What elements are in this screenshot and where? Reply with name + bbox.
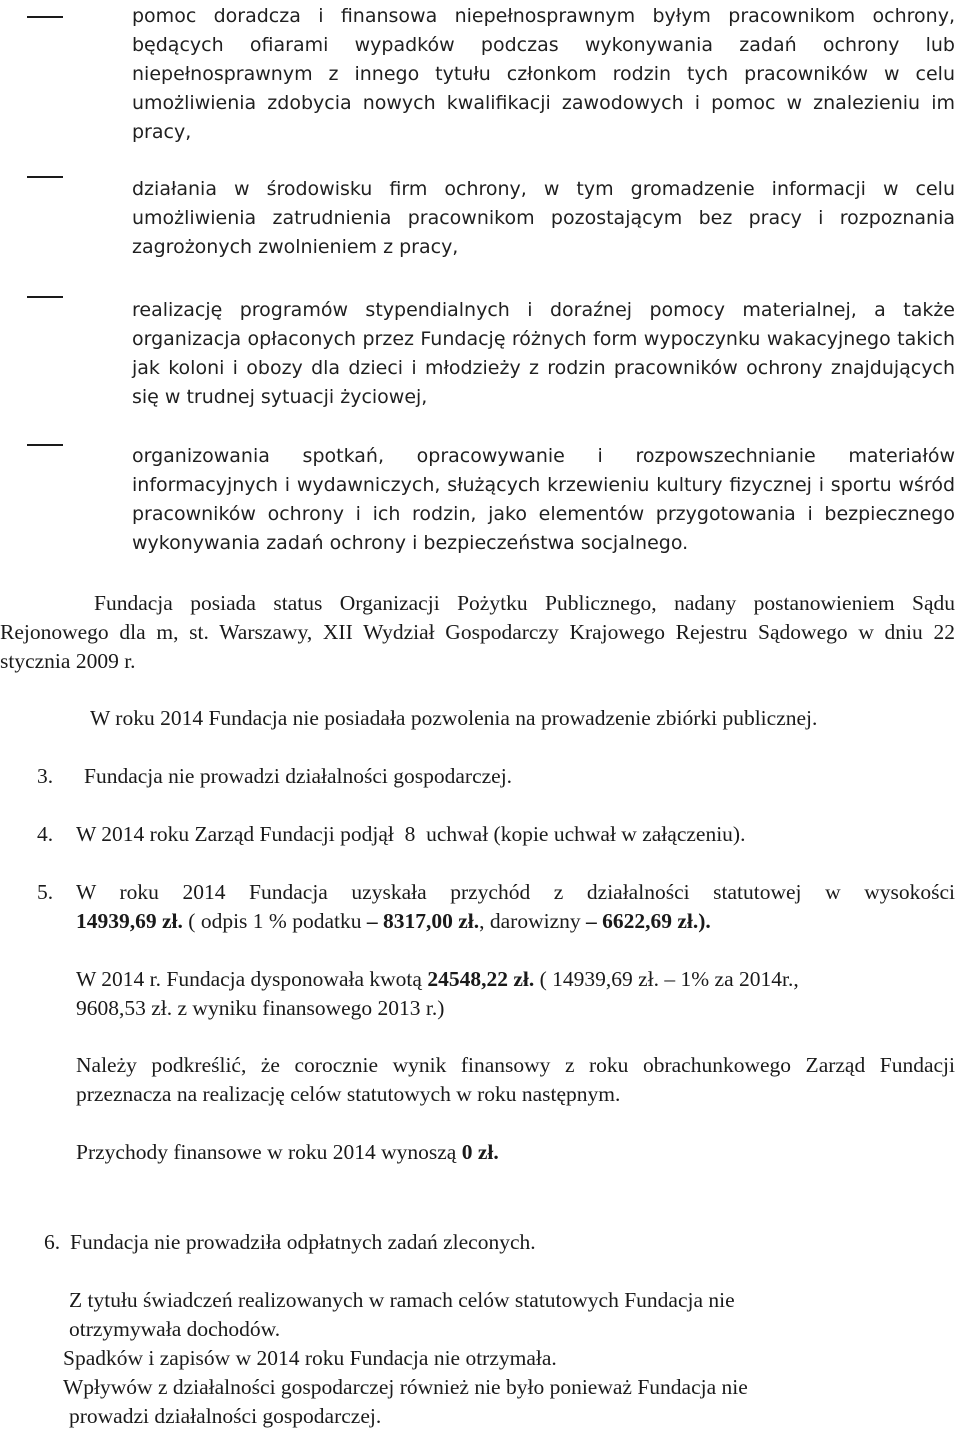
note-paragraph: Należy podkreślić, że corocznie wynik finansowy z roku obrachunkowego Zarząd Fundacji przeznacza na realizację celów statutowych w roku następnym. xyxy=(76,1053,955,1106)
darowizny-label: , darowizny xyxy=(479,909,586,933)
bullet-item-2: działania w środowisku firm ochrony, w tym gromadzenie informacji w celu umożliwienia zatrudnienia pracownikom pozostającym bez pracy i rozpoznania zagrożonych zwolnieniem z pracy, xyxy=(132,178,955,258)
bullet-item-4: organizowania spotkań, opracowywanie i rozpowszechnianie materiałów informacyjnych i wydawniczych, służących krzewieniu kultury fizycznej i sportu wśród pracowników ochrony i ich rodzin, jako elementów przygotowania i bezpiecznego wykonywania zadań ochrony i bezpieczeństwa socjalnego. xyxy=(132,445,955,554)
business-income-line-1: Wpływów z działalności gospodarczej również nie było ponieważ Fundacja nie xyxy=(63,1375,748,1399)
item-text-5 xyxy=(76,878,955,936)
item-number-6: 6. xyxy=(44,1230,61,1254)
item-5-line-1: W roku 2014 Fundacja uzyskała przychód z działalności statutowej w wysokości xyxy=(76,880,955,904)
funds-line-1 xyxy=(76,965,955,994)
item-text-3: Fundacja nie prowadzi działalności gospodarczej. xyxy=(84,764,513,788)
amount-total: 24548,22 zł. xyxy=(427,967,535,991)
item-number-3: 3. xyxy=(37,764,54,788)
collection-permit-paragraph: W roku 2014 Fundacja nie posiadała pozwolenia na prowadzenie zbiórki publicznej. xyxy=(90,706,818,730)
bullet-item-1: pomoc doradcza i finansowa niepełnosprawnym byłym pracownikom ochrony, będących ofiarami wypadków podczas wykonywania zadań ochrony lub niepełnosprawnym z innego tytułu członkom rodzin tych pracowników w celu umożliwienia zdobycia nowych kwalifikacji zawodowych i pomoc w znalezieniu im pracy, xyxy=(132,5,955,143)
statutory-income-paragraph xyxy=(69,1286,955,1344)
amount-financial-income: 0 zł. xyxy=(461,1140,499,1164)
item-5-line-2 xyxy=(76,907,955,936)
bullet-dash xyxy=(27,176,63,178)
item-text-4: W 2014 roku Zarząd Fundacji podjął 8 uchwał (kopie uchwał w załączeniu). xyxy=(76,822,746,846)
opp-status-paragraph: Fundacja posiada status Organizacji Pożytku Publicznego, nadany postanowieniem Sądu Rejonowego dla m, st. Warszawy, XII Wydział Gospodarczy Krajowego Rejestru Sądowego w dniu 22 stycznia 2009 r. xyxy=(0,591,955,673)
odpis-label: ( odpis 1 % podatku xyxy=(182,909,367,933)
bullet-dash xyxy=(27,16,63,18)
funds-line-2: 9608,53 zł. z wyniku finansowego 2013 r.) xyxy=(76,996,445,1020)
financial-income-paragraph xyxy=(76,1138,955,1167)
inheritance-paragraph: Spadków i zapisów w 2014 roku Fundacja nie otrzymała. xyxy=(63,1346,557,1370)
item-number-4: 4. xyxy=(37,822,54,846)
funds-paragraph xyxy=(76,965,955,1023)
item-number-5: 5. xyxy=(37,880,54,904)
item-text-6: Fundacja nie prowadziła odpłatnych zadań zleconych. xyxy=(70,1230,536,1254)
bullet-dash xyxy=(27,296,63,298)
business-income-line-2: prowadzi działalności gospodarczej. xyxy=(69,1404,382,1428)
funds-breakdown: ( 14939,69 zł. – 1% za 2014r., xyxy=(534,967,799,991)
statutory-income-line-1: Z tytułu świadczeń realizowanych w ramach celów statutowych Fundacja nie xyxy=(69,1288,735,1312)
funds-label: W 2014 r. Fundacja dysponowała kwotą xyxy=(76,967,428,991)
bullet-dash xyxy=(27,444,63,446)
amount-statutory: 14939,69 zł. xyxy=(76,909,183,933)
statutory-income-line-2: otrzymywała dochodów. xyxy=(69,1317,281,1341)
bullet-item-3: realizację programów stypendialnych i doraźnej pomocy materialnej, a także organizacja opłaconych przez Fundację różnych form wypoczynku wakacyjnego takich jak koloni i obozy dla dzieci i młodzieży z rodzin pracowników ochrony znajdujących się w trudnej sytuacji życiowej, xyxy=(132,299,955,408)
amount-darowizny: – 6622,69 zł.). xyxy=(586,909,711,933)
business-income-paragraph xyxy=(63,1373,955,1431)
amount-odpis: – 8317,00 zł. xyxy=(366,909,480,933)
financial-income-label: Przychody finansowe w roku 2014 wynoszą xyxy=(76,1140,462,1164)
